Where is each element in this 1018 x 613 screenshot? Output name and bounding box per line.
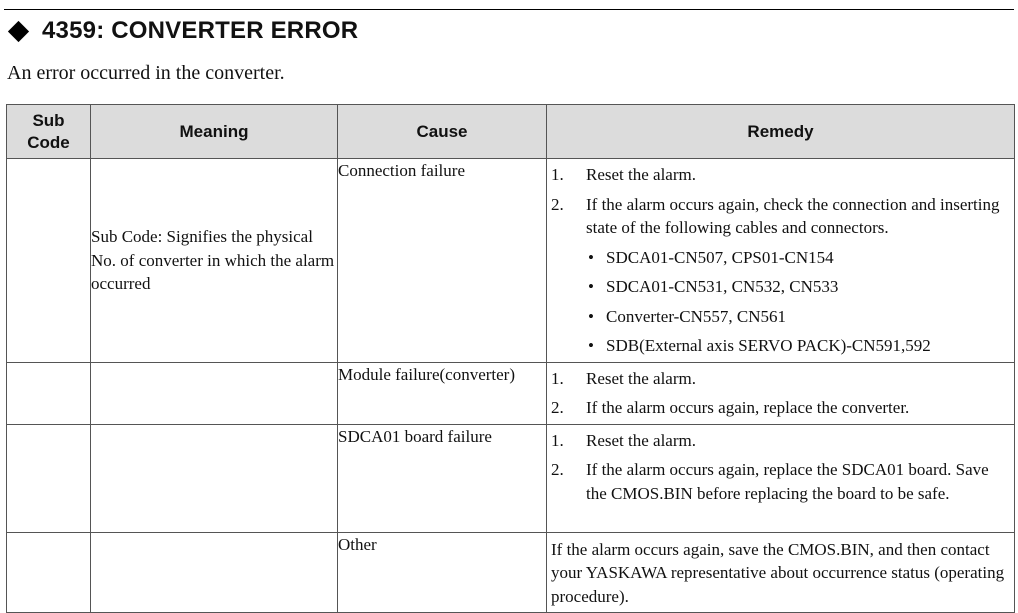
step-text: Reset the alarm. [586,368,696,388]
list-item [586,275,1010,299]
remedy-step [551,458,1010,505]
header-cause: Cause [338,105,547,159]
cause-text: SDCA01 board failure [338,426,492,446]
bullet-icon: • [588,247,594,267]
table-header-row [7,105,1015,159]
sub-code-cell [7,362,91,424]
remedy-step [551,367,1010,391]
alarm-table [6,104,1015,613]
cause-text: Connection failure [338,161,465,180]
remedy-steps [547,363,1014,424]
remedy-step [551,163,1010,187]
remedy-steps [547,159,1014,362]
meaning-cell [91,424,338,532]
header-remedy: Remedy [547,105,1015,159]
meaning-cell [91,362,338,424]
step-number: 1. [551,430,564,450]
cause-text: Module failure(converter) [338,364,515,384]
table-row [7,159,1015,363]
diamond-bullet-icon [8,20,29,41]
connector-text: SDCA01-CN507, CPS01-CN154 [606,247,834,267]
bullet-icon: • [588,277,594,296]
step-text: If the alarm occurs again, check the connection and inserting state of the following cables and connectors. [586,194,1000,237]
remedy-step [551,193,1010,358]
table-row [7,362,1015,424]
step-number: 2. [551,460,564,479]
meaning-text: Sub Code: Signifies the physical No. of converter in which the alarm occurred [91,227,335,293]
remedy-cell [547,159,1015,363]
step-text: If the alarm occurs again, replace the converter. [586,398,910,417]
alarm-title: 4359: CONVERTER ERROR [42,17,359,44]
meaning-cell [91,159,338,363]
table-row [7,424,1015,532]
remedy-cell [547,362,1015,424]
table-row [7,532,1015,613]
remedy-step [551,396,1010,420]
header-meaning: Meaning [91,105,338,159]
cause-cell [338,532,547,613]
cause-cell [338,362,547,424]
remedy-text: If the alarm occurs again, save the CMOS.BIN, and then contact your YASKAWA representative about occurrence status (operating procedure). [551,539,1005,606]
alarm-description: An error occurred in the converter. [7,62,285,84]
sub-code-cell [7,159,91,363]
step-text: Reset the alarm. [586,430,696,450]
step-number: 2. [551,194,564,214]
list-item [586,246,1010,270]
header-sub-code: Sub Code [7,105,91,159]
alarm-heading [7,15,358,47]
step-text: If the alarm occurs again, replace the SDCA01 board. Save the CMOS.BIN before replacing the board to be safe. [586,460,989,503]
top-rule [4,9,1014,10]
cause-cell [338,424,547,532]
remedy-cell [547,424,1015,532]
list-item [586,334,1010,358]
step-number: 1. [551,165,564,184]
bullet-icon: • [588,306,594,326]
remedy-step [551,429,1010,453]
meaning-cell [91,532,338,613]
bullet-icon: • [588,336,594,355]
sub-code-cell [7,424,91,532]
list-item [586,305,1010,329]
connector-text: SDCA01-CN531, CN532, CN533 [606,277,839,296]
remedy-steps [547,425,1014,510]
step-text: Reset the alarm. [586,165,696,184]
cause-cell [338,159,547,363]
step-number: 2. [551,398,564,417]
connector-text: Converter-CN557, CN561 [606,306,787,326]
cause-text: Other [338,534,377,554]
connector-list [586,246,1010,358]
sub-code-cell [7,532,91,613]
remedy-cell [547,532,1015,613]
connector-text: SDB(External axis SERVO PACK)-CN591,592 [606,336,931,355]
step-number: 1. [551,368,564,388]
